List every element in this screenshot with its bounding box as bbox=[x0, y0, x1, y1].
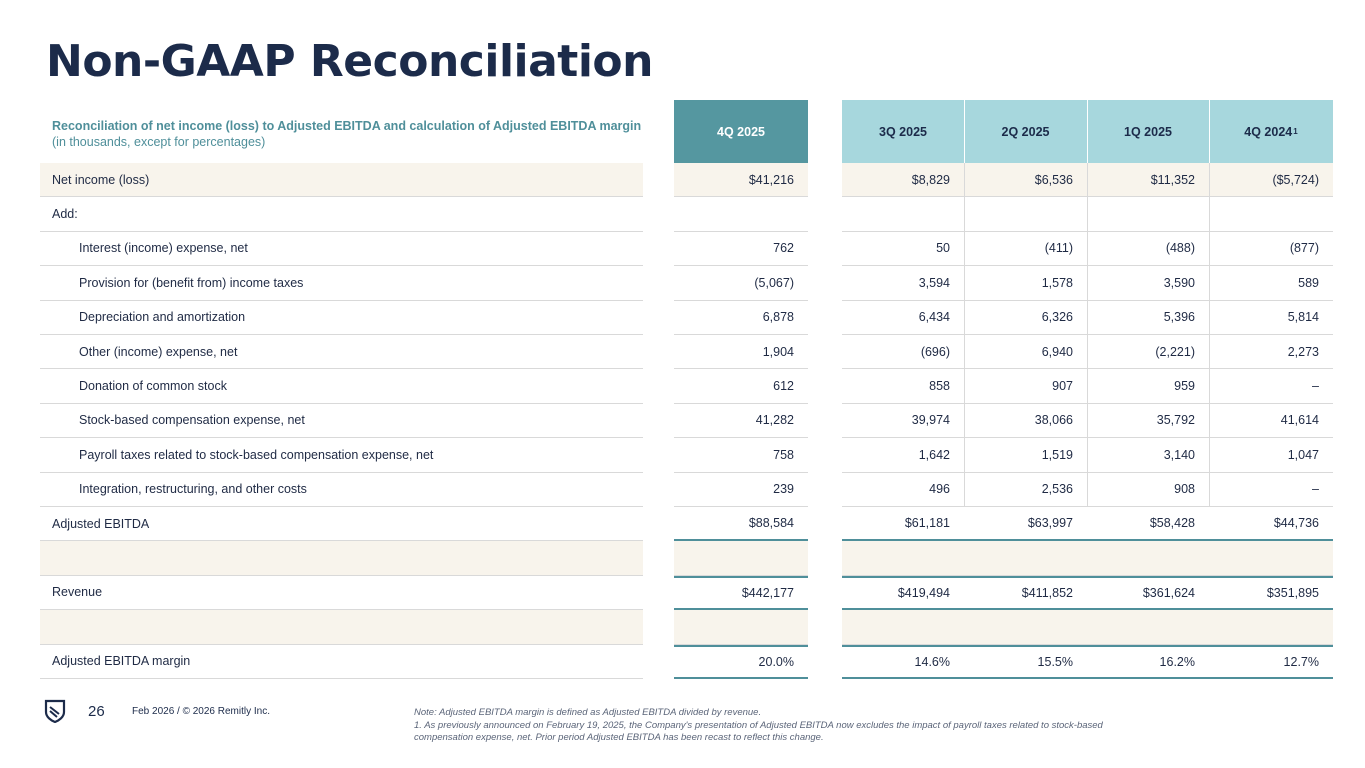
footnote-line-1: Note: Adjusted EBITDA margin is defined as Adjusted EBITDA divided by revenue. bbox=[414, 707, 762, 718]
row-value bbox=[964, 197, 1087, 231]
remitly-logo-icon bbox=[44, 699, 66, 723]
row-value: (877) bbox=[1209, 232, 1333, 266]
row-value: ($5,724) bbox=[1209, 163, 1333, 197]
row-value: 762 bbox=[674, 232, 808, 266]
row-value: 3,140 bbox=[1087, 438, 1209, 472]
row-label: Adjusted EBITDA margin bbox=[40, 645, 643, 679]
row-value: 6,326 bbox=[964, 301, 1087, 335]
row-label: Depreciation and amortization bbox=[40, 301, 643, 335]
row-label: Adjusted EBITDA bbox=[40, 507, 643, 541]
table-description-bold: Reconciliation of net income (loss) to Adjusted EBITDA and calculation of Adjusted EBITDA margin bbox=[52, 119, 642, 133]
table-row bbox=[40, 645, 1333, 679]
row-value bbox=[674, 610, 808, 644]
row-value bbox=[842, 610, 964, 644]
footnote bbox=[414, 707, 1154, 745]
row-value: 5,814 bbox=[1209, 301, 1333, 335]
table-row bbox=[40, 197, 1333, 231]
page-title: Non-GAAP Reconciliation bbox=[46, 36, 653, 87]
row-value bbox=[1209, 541, 1333, 575]
row-value bbox=[1209, 197, 1333, 231]
row-value: 907 bbox=[964, 369, 1087, 403]
row-value: 612 bbox=[674, 369, 808, 403]
row-value: $442,177 bbox=[674, 576, 808, 610]
column-header-label: 3Q 2025 bbox=[879, 124, 927, 139]
column-header-label: 1Q 2025 bbox=[1124, 124, 1172, 139]
table-row bbox=[40, 163, 1333, 197]
row-value bbox=[674, 197, 808, 231]
column-header-label: 2Q 2025 bbox=[1001, 124, 1050, 139]
table-row bbox=[40, 301, 1333, 335]
footnote-marker: 1 bbox=[1293, 127, 1298, 136]
row-value: $8,829 bbox=[842, 163, 964, 197]
row-value: $88,584 bbox=[674, 507, 808, 541]
row-label: Interest (income) expense, net bbox=[40, 232, 643, 266]
row-value: $361,624 bbox=[1087, 576, 1209, 610]
row-value: $58,428 bbox=[1087, 507, 1209, 541]
row-value: 1,519 bbox=[964, 438, 1087, 472]
row-value bbox=[842, 197, 964, 231]
row-value: 1,578 bbox=[964, 266, 1087, 300]
row-label bbox=[40, 610, 643, 644]
row-value: – bbox=[1209, 369, 1333, 403]
row-value: 1,642 bbox=[842, 438, 964, 472]
row-value: 6,878 bbox=[674, 301, 808, 335]
row-value: 1,047 bbox=[1209, 438, 1333, 472]
table-row bbox=[40, 404, 1333, 438]
row-value bbox=[1087, 197, 1209, 231]
row-value bbox=[1087, 610, 1209, 644]
footnote-line-2: 1. As previously announced on February 19, 2025, the Company's presentation of Adjusted EBITDA now excludes the impact of payroll taxes related to stock-based compensation expense, net. Prior period Adjusted EBITDA has been recast to reflect this change. bbox=[414, 719, 1103, 743]
row-value: 14.6% bbox=[842, 645, 964, 679]
row-value: 908 bbox=[1087, 473, 1209, 507]
row-label: Add: bbox=[40, 197, 643, 231]
row-value: $61,181 bbox=[842, 507, 964, 541]
column-header-1 bbox=[674, 100, 808, 163]
column-header-5 bbox=[1209, 100, 1333, 163]
row-value: 16.2% bbox=[1087, 645, 1209, 679]
row-value: 12.7% bbox=[1209, 645, 1333, 679]
table-description-rest: (in thousands, except for percentages) bbox=[52, 135, 266, 149]
table-description bbox=[52, 100, 642, 163]
row-value: 20.0% bbox=[674, 645, 808, 679]
row-value: 2,273 bbox=[1209, 335, 1333, 369]
row-value: 3,594 bbox=[842, 266, 964, 300]
table-row bbox=[40, 473, 1333, 507]
row-value bbox=[964, 610, 1087, 644]
row-value: 959 bbox=[1087, 369, 1209, 403]
table-row bbox=[40, 369, 1333, 403]
row-value: 239 bbox=[674, 473, 808, 507]
row-value: 35,792 bbox=[1087, 404, 1209, 438]
column-header-2 bbox=[842, 100, 964, 163]
row-label: Revenue bbox=[40, 576, 643, 610]
table-row bbox=[40, 232, 1333, 266]
row-value: 496 bbox=[842, 473, 964, 507]
row-value: 6,434 bbox=[842, 301, 964, 335]
row-value: 39,974 bbox=[842, 404, 964, 438]
row-value: 15.5% bbox=[964, 645, 1087, 679]
column-divider bbox=[1209, 163, 1210, 507]
row-value bbox=[964, 541, 1087, 575]
table-row bbox=[40, 576, 1333, 610]
row-value: 5,396 bbox=[1087, 301, 1209, 335]
table-row bbox=[40, 507, 1333, 541]
column-divider bbox=[1087, 163, 1088, 507]
column-header-label: 4Q 2025 bbox=[717, 124, 765, 139]
row-label: Provision for (benefit from) income taxes bbox=[40, 266, 643, 300]
row-value: 6,940 bbox=[964, 335, 1087, 369]
table-row bbox=[40, 438, 1333, 472]
table-row bbox=[40, 541, 1333, 575]
row-value: (411) bbox=[964, 232, 1087, 266]
row-value: 1,904 bbox=[674, 335, 808, 369]
row-value bbox=[842, 541, 964, 575]
row-value: – bbox=[1209, 473, 1333, 507]
row-value: 858 bbox=[842, 369, 964, 403]
row-value: (488) bbox=[1087, 232, 1209, 266]
table-row bbox=[40, 610, 1333, 644]
table-row bbox=[40, 266, 1333, 300]
row-value: 589 bbox=[1209, 266, 1333, 300]
row-label: Net income (loss) bbox=[40, 163, 643, 197]
row-value bbox=[1209, 610, 1333, 644]
row-value: $411,852 bbox=[964, 576, 1087, 610]
row-value: 2,536 bbox=[964, 473, 1087, 507]
column-header-label: 4Q 2024 bbox=[1244, 124, 1293, 139]
row-label: Other (income) expense, net bbox=[40, 335, 643, 369]
row-value: $6,536 bbox=[964, 163, 1087, 197]
column-header-3 bbox=[964, 100, 1087, 163]
row-label: Stock-based compensation expense, net bbox=[40, 404, 643, 438]
row-label: Payroll taxes related to stock-based compensation expense, net bbox=[40, 438, 643, 472]
row-value: (696) bbox=[842, 335, 964, 369]
row-value: 50 bbox=[842, 232, 964, 266]
row-value: 758 bbox=[674, 438, 808, 472]
row-value bbox=[674, 541, 808, 575]
row-label: Donation of common stock bbox=[40, 369, 643, 403]
row-label: Integration, restructuring, and other costs bbox=[40, 473, 643, 507]
row-value: (5,067) bbox=[674, 266, 808, 300]
row-value: 38,066 bbox=[964, 404, 1087, 438]
row-value: 41,614 bbox=[1209, 404, 1333, 438]
table-row bbox=[40, 335, 1333, 369]
row-value: $63,997 bbox=[964, 507, 1087, 541]
row-value: $419,494 bbox=[842, 576, 964, 610]
row-value: $11,352 bbox=[1087, 163, 1209, 197]
row-value: $41,216 bbox=[674, 163, 808, 197]
page-number: 26 bbox=[88, 703, 105, 720]
column-header-4 bbox=[1087, 100, 1209, 163]
footer-copyright: Feb 2026 / © 2026 Remitly Inc. bbox=[132, 706, 270, 717]
row-value: $351,895 bbox=[1209, 576, 1333, 610]
row-value: 3,590 bbox=[1087, 266, 1209, 300]
row-value: 41,282 bbox=[674, 404, 808, 438]
row-label bbox=[40, 541, 643, 575]
row-value: $44,736 bbox=[1209, 507, 1333, 541]
row-value bbox=[1087, 541, 1209, 575]
row-value: (2,221) bbox=[1087, 335, 1209, 369]
column-divider bbox=[964, 163, 965, 507]
